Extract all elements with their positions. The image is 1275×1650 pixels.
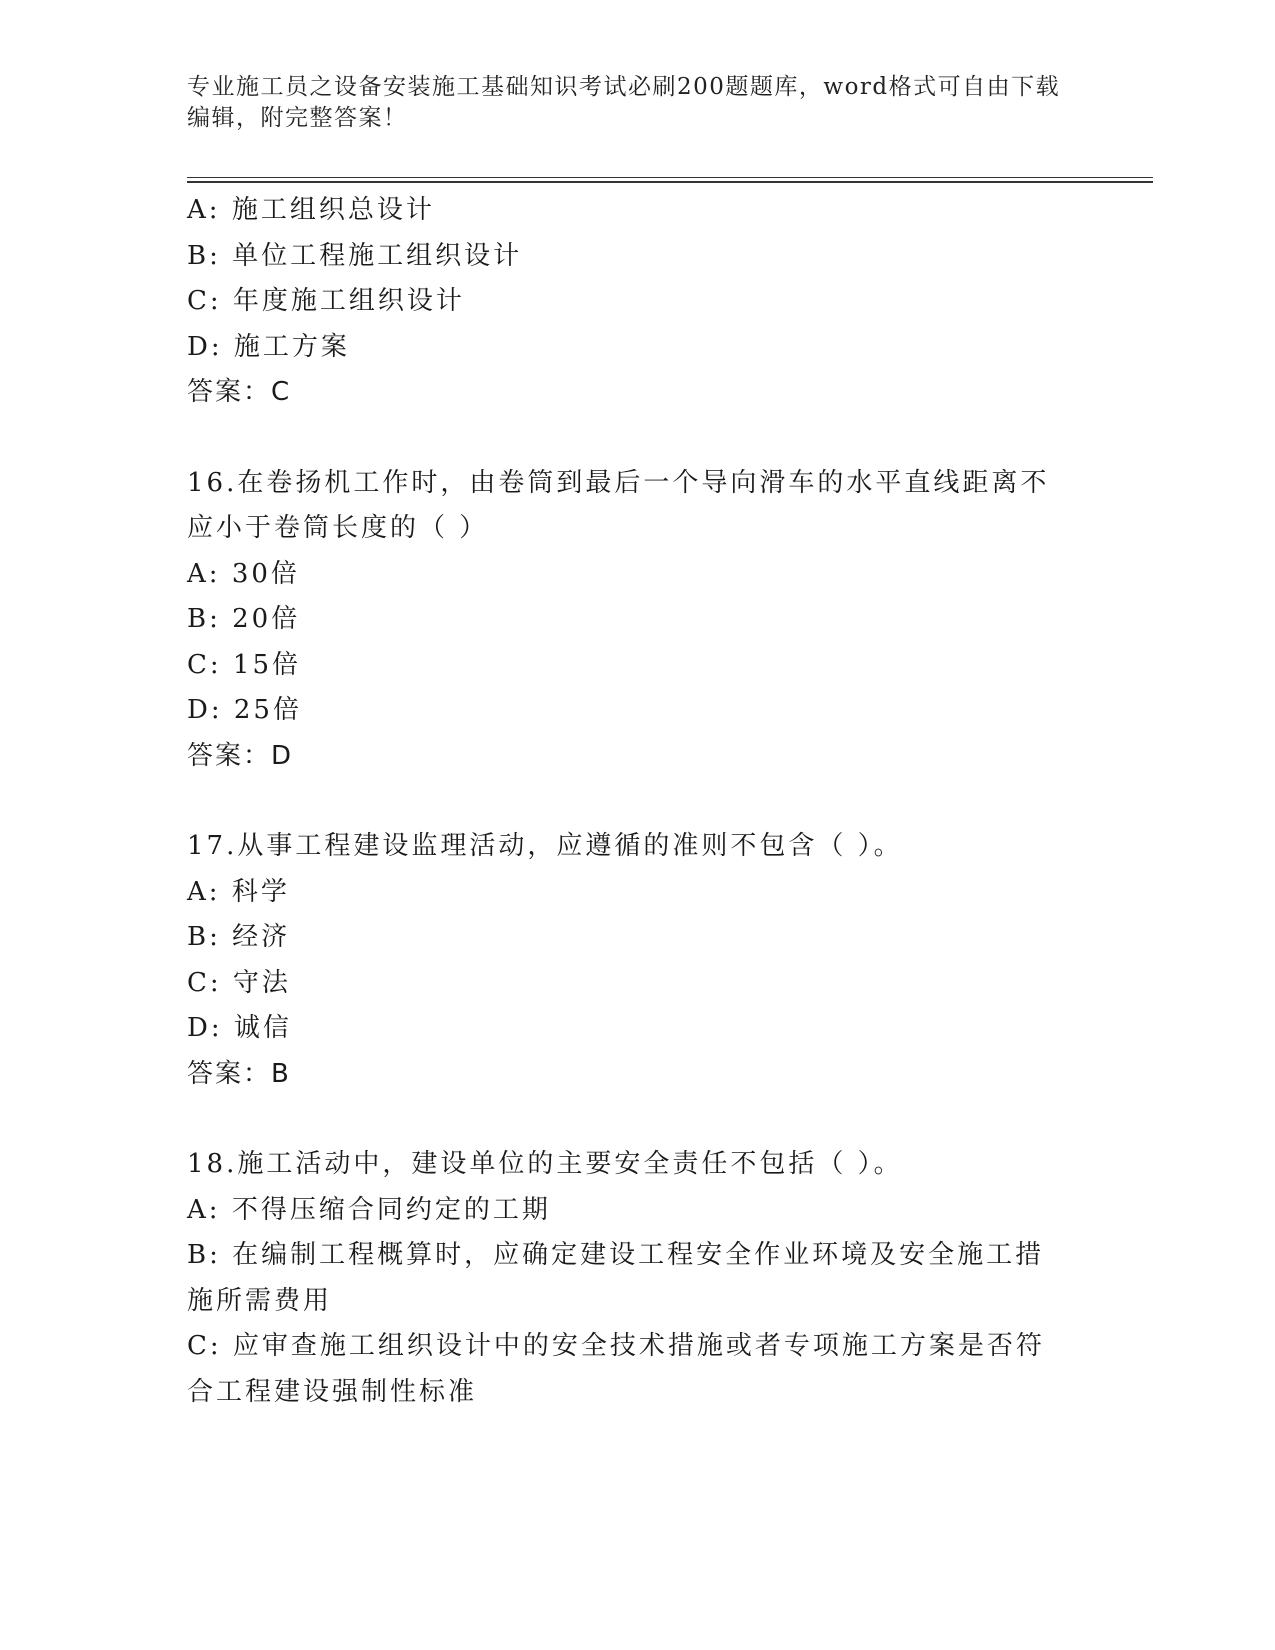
option-text: 科学: [231, 876, 290, 907]
option-d: [187, 688, 1067, 734]
option-label: C:: [187, 649, 222, 680]
option-a: [187, 552, 1067, 598]
option-label: A:: [187, 1194, 221, 1225]
option-text: 应审查施工组织设计中的安全技术措施或者专项施工方案是否符合工程建设强制性标准: [187, 1331, 1045, 1407]
option-d: [187, 325, 1067, 371]
option-label: B:: [187, 240, 221, 271]
option-c: [187, 961, 1067, 1007]
option-label: C:: [187, 1331, 222, 1361]
option-b: [187, 1233, 1067, 1324]
header-divider-thin: [187, 177, 1153, 178]
option-label: A:: [187, 558, 221, 589]
option-c: [187, 279, 1067, 325]
option-text: 20倍: [232, 604, 301, 634]
question-text: 17.从事工程建设监理活动，应遵循的准则不包含（ ）。: [187, 831, 903, 861]
option-c: [187, 643, 1067, 689]
option-label: B:: [187, 922, 221, 952]
option-label: B:: [187, 604, 221, 634]
option-c: [187, 1324, 1067, 1415]
question-17: [187, 824, 1067, 1097]
option-text: 25倍: [233, 695, 302, 725]
option-text: 单位工程施工组织设计: [232, 240, 523, 271]
option-label: D:: [187, 331, 223, 362]
option-b: [187, 915, 1067, 961]
question-text: 16.在卷扬机工作时，由卷筒到最后一个导向滑车的水平直线距离不应小于卷筒长度的（ ）: [187, 467, 1050, 543]
option-b: [187, 234, 1067, 280]
option-text: 不得压缩合同约定的工期: [231, 1194, 551, 1225]
option-label: B:: [187, 1240, 221, 1270]
option-b: [187, 597, 1067, 643]
option-text: 30倍: [231, 558, 300, 589]
answer-line: 答案：C: [187, 377, 292, 407]
option-label: C:: [187, 967, 222, 998]
document-header: 专业施工员之设备安装施工基础知识考试必刷200题题库，word格式可自由下载编辑，附完整答案！: [187, 74, 1061, 131]
answer-line: 答案：D: [187, 740, 294, 771]
question-content: [187, 188, 1067, 1415]
option-text: 15倍: [232, 649, 302, 680]
option-text: 施工组织总设计: [231, 195, 435, 225]
question-16: [187, 461, 1067, 780]
spacer: [187, 1097, 1067, 1142]
option-text: 施工方案: [233, 331, 350, 362]
header-divider-thick: [187, 181, 1153, 183]
option-d: [187, 1006, 1067, 1052]
answer-line: 答案：B: [187, 1058, 291, 1089]
option-label: D:: [187, 695, 223, 725]
option-text: 经济: [232, 922, 291, 952]
option-label: D:: [187, 1013, 223, 1043]
option-label: A:: [187, 195, 221, 225]
option-a: [187, 870, 1067, 916]
question-15-options: [187, 188, 1067, 416]
option-text: 诚信: [233, 1013, 292, 1043]
option-a: [187, 188, 1067, 234]
option-text: 年度施工组织设计: [232, 286, 465, 316]
option-text: 守法: [232, 967, 291, 998]
question-text: 18.施工活动中，建设单位的主要安全责任不包括（ ）。: [187, 1149, 903, 1179]
spacer: [187, 779, 1067, 824]
option-text: 在编制工程概算时，应确定建设工程安全作业环境及安全施工措施所需费用: [187, 1240, 1045, 1316]
question-18: [187, 1142, 1067, 1415]
option-label: A:: [187, 876, 221, 907]
option-a: [187, 1188, 1067, 1234]
spacer: [187, 416, 1067, 461]
option-label: C:: [187, 286, 222, 316]
